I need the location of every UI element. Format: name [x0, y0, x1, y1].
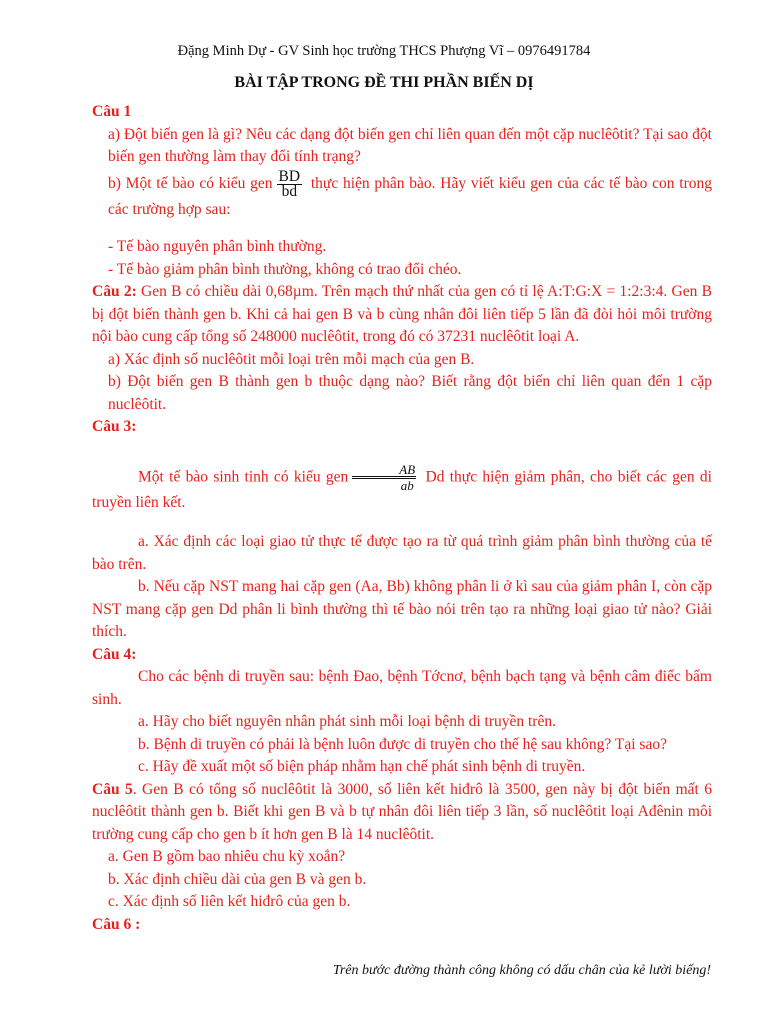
page-footer-quote: Trên bước đường thành công không có dấu chân của kẻ lười biếng! [332, 963, 711, 978]
question-1-part-b [92, 170, 712, 222]
question-1-b-case-1: - Tế bào nguyên phân bình thường. [108, 238, 327, 255]
question-2-text: Gen B có chiều dài 0,68µm. Trên mạch thứ nhất của gen có tỉ lệ A:T:G:X = 1:2:3:4. Gen B bị đột biến thành gen b. Khi cả hai gen B và b cùng nhân đôi liên tiếp 5 lần đã đòi hỏi môi trường nội bào cung cấp tổng số 248000 nuclêôtit, trong đó có 37231 nuclêôtit loại A. [92, 283, 712, 345]
question-4-label: Câu 4: [92, 645, 137, 663]
question-3-intro-pre: Một tế bào sinh tinh có kiểu gen [138, 468, 349, 486]
question-5-label: Câu 5 [92, 780, 133, 798]
question-3-parts [92, 531, 712, 936]
question-1-b-case-2: - Tế bào giảm phân bình thường, không có trao đổi chéo. [108, 261, 462, 278]
question-3-intro [92, 464, 712, 515]
question-5-part-c: c. Xác định số liên kết hiđrô của gen b. [108, 893, 351, 910]
question-2-part-a: a) Xác định số nuclêôtit mỗi loại trên mỗi mạch của gen B. [108, 350, 475, 368]
question-4-intro: Cho các bệnh di truyền sau: bệnh Đao, bệnh Tớcnơ, bệnh bạch tạng và bệnh câm điếc bẩm sinh. [92, 668, 712, 708]
question-3-intro-post: Dd thực hiện giảm phân, cho biết các gen di truyền liên kết. [92, 468, 712, 511]
question-1 [92, 101, 712, 169]
question-3-label: Câu 3: [92, 418, 137, 435]
page-title: BÀI TẬP TRONG ĐỀ THI PHẦN BIẾN DỊ [234, 74, 534, 91]
question-4-part-b: b. Bệnh di truyền có phải là bệnh luôn được di truyền cho thế hệ sau không? Tại sao? [138, 735, 667, 753]
question-2 [92, 281, 712, 439]
genotype-fraction-bd [277, 170, 303, 199]
question-1-part-a: a) Đột biến gen là gì? Nêu các dạng đột biến gen chỉ liên quan đến một cặp nuclêôtit? Tại sao đột biến gen thường làm thay đổi tính trạng? [108, 125, 712, 165]
question-5-text: . Gen B có tổng số nuclêôtit là 3000, số liên kết hiđrô là 3500, gen này bị đột biến mất 6 nuclêôtit thành gen b. Biết khi gen B và b tự nhân đôi liên tiếp 3 lần, số nuclêôtit loại Ađênin môi trường cung cấp cho gen b ít hơn gen B là 14 nuclêôtit. [92, 780, 712, 843]
fraction-denominator: bd [281, 183, 298, 200]
question-2-label: Câu 2: [92, 283, 137, 300]
question-2-part-b: b) Đột biến gen B thành gen b thuộc dạng nào? Biết rằng đột biến chỉ liên quan đến 1 cặp nuclêôtit. [108, 373, 712, 413]
fraction-numerator: AB [352, 464, 416, 479]
question-5-part-b: b. Xác định chiều dài của gen B và gen b. [108, 870, 367, 888]
question-3-part-b: b. Nếu cặp NST mang hai cặp gen (Aa, Bb) không phân li ở kì sau của giảm phân I, còn cặp NST mang cặp gen Dd phân li bình thường thì tế bào nói trên tạo ra những loại giao tử nào? Giải thích. [92, 578, 712, 640]
question-1-label: Câu 1 [92, 103, 132, 120]
fraction-denominator: ab [400, 478, 414, 493]
question-1-b-post: thực hiện phân bào. Hãy viết kiểu gen của các tế bào con trong các trường hợp sau: [108, 175, 713, 218]
genotype-fraction-ab [352, 464, 416, 492]
question-3-part-a: a. Xác định các loại giao tử thực tế được tạo ra từ quá trình giảm phân bình thường của tế bào trên. [92, 533, 712, 573]
question-5-part-a: a. Gen B gồm bao nhiêu chu kỳ xoắn? [108, 848, 346, 865]
question-1-b-pre: b) Một tế bào có kiểu gen [108, 175, 273, 193]
page-header: Đặng Minh Dự - GV Sinh học trường THCS Phượng Vĩ – 0976491784 [177, 43, 591, 59]
question-4-part-a: a. Hãy cho biết nguyên nhân phát sinh mỗi loại bệnh di truyền trên. [138, 713, 556, 730]
question-6-label: Câu 6 : [92, 915, 141, 933]
question-4-part-c: c. Hãy đề xuất một số biện pháp nhằm hạn chế phát sinh bệnh di truyền. [138, 758, 586, 775]
fraction-numerator: BD [278, 168, 301, 185]
